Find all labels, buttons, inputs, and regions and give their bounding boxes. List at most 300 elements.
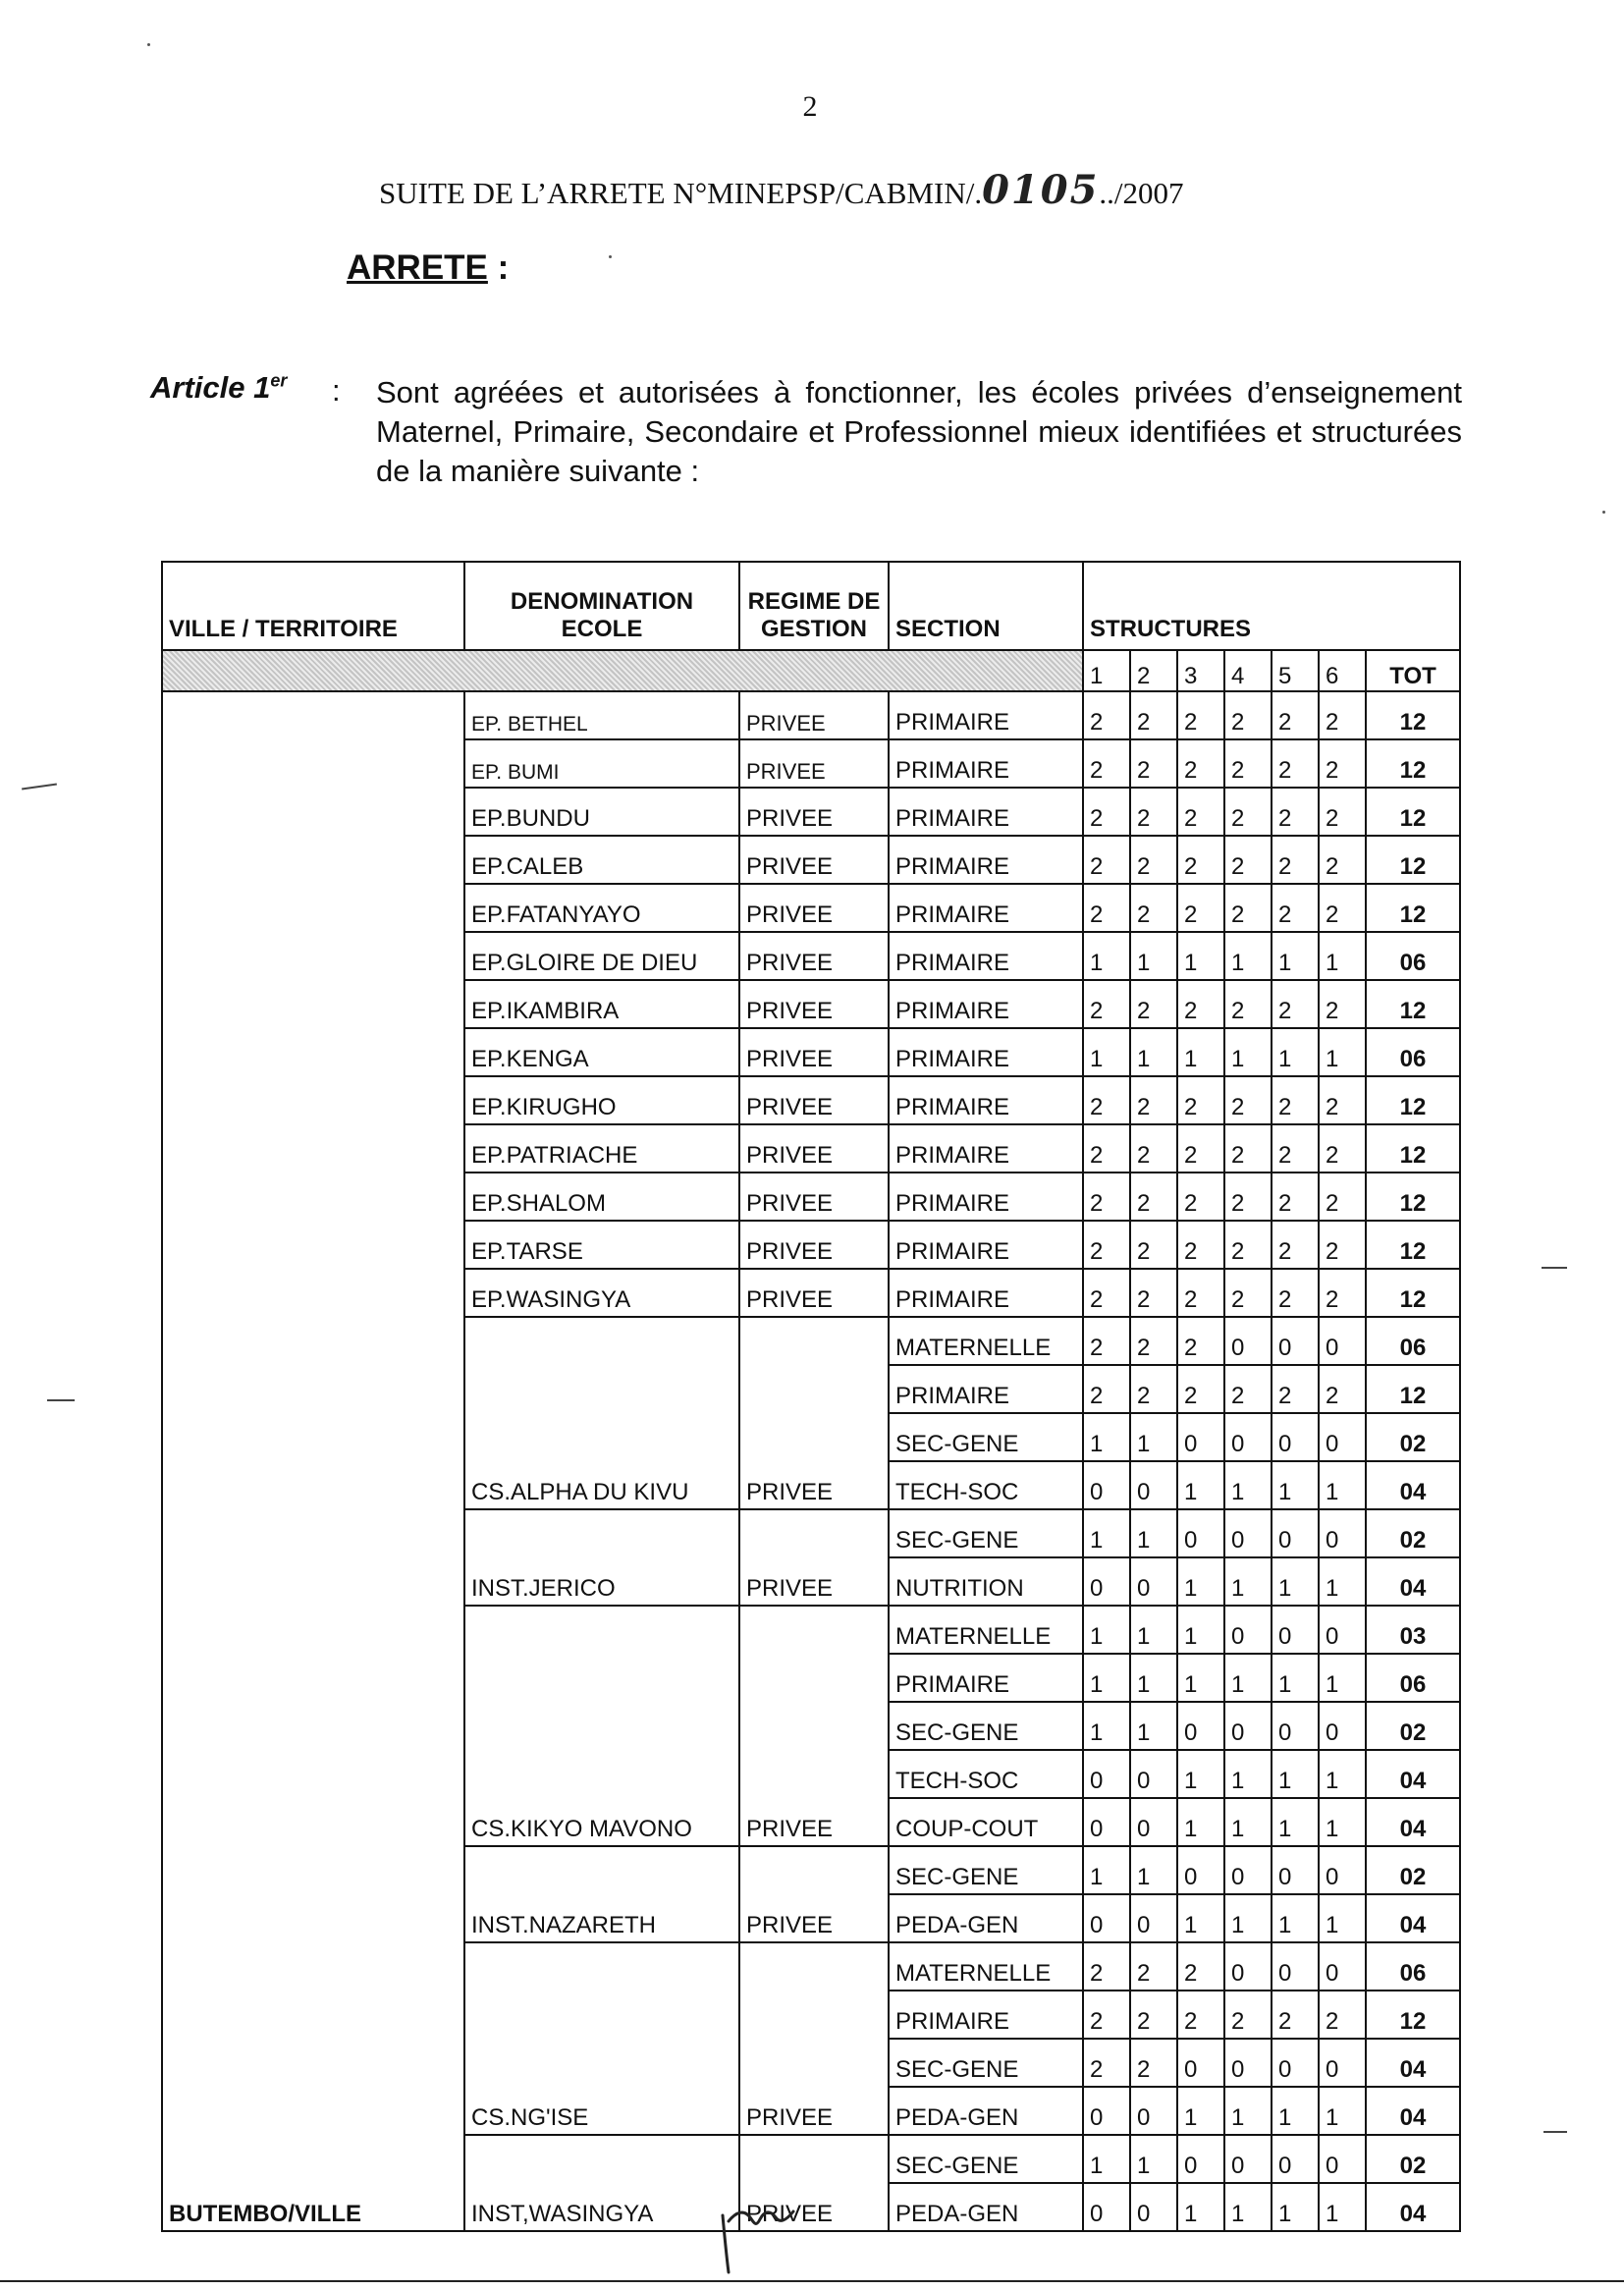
section-cell: PRIMAIRE [889, 1365, 1083, 1413]
structure-value-cell: 2 [1130, 1269, 1177, 1317]
structure-value-cell: 2 [1319, 1365, 1366, 1413]
section-cell: PRIMAIRE [889, 980, 1083, 1028]
structure-col-tot: TOT [1366, 650, 1460, 691]
structure-value-cell: 1 [1319, 1557, 1366, 1606]
total-cell: 12 [1366, 836, 1460, 884]
ecole-cell: CS.KIKYO MAVONO [464, 1606, 739, 1846]
structure-value-cell: 0 [1177, 1413, 1224, 1461]
scan-speck [609, 255, 612, 258]
structure-value-cell: 2 [1130, 691, 1177, 739]
structure-value-cell: 2 [1083, 1317, 1130, 1365]
regime-cell: PRIVEE [739, 1221, 889, 1269]
structure-value-cell: 2 [1319, 980, 1366, 1028]
structure-value-cell: 2 [1083, 2039, 1130, 2087]
structure-value-cell: 2 [1272, 1991, 1319, 2039]
structure-value-cell: 2 [1130, 1991, 1177, 2039]
ville-cell: BUTEMBO/VILLE [162, 691, 464, 2231]
section-cell: PRIMAIRE [889, 1028, 1083, 1076]
structure-value-cell: 2 [1083, 1365, 1130, 1413]
section-cell: SEC-GENE [889, 1413, 1083, 1461]
total-cell: 06 [1366, 1317, 1460, 1365]
structure-value-cell: 0 [1272, 2135, 1319, 2183]
structure-value-cell: 1 [1177, 1750, 1224, 1798]
structure-value-cell: 1 [1272, 1798, 1319, 1846]
handwritten-signature [715, 2198, 803, 2276]
structure-value-cell: 0 [1083, 2087, 1130, 2135]
total-cell: 04 [1366, 1461, 1460, 1509]
section-cell: PRIMAIRE [889, 1269, 1083, 1317]
total-cell: 04 [1366, 1894, 1460, 1942]
section-cell: MATERNELLE [889, 1606, 1083, 1654]
ecole-cell: EP.TARSE [464, 1221, 739, 1269]
structure-value-cell: 2 [1177, 1269, 1224, 1317]
structure-value-cell: 0 [1319, 1317, 1366, 1365]
structure-value-cell: 2 [1224, 1221, 1272, 1269]
structure-value-cell: 2 [1177, 1173, 1224, 1221]
structure-value-cell: 0 [1130, 1557, 1177, 1606]
structure-value-cell: 2 [1272, 1269, 1319, 1317]
total-cell: 12 [1366, 691, 1460, 739]
regime-cell: PRIVEE [739, 980, 889, 1028]
structure-value-cell: 0 [1224, 2135, 1272, 2183]
structure-value-cell: 1 [1319, 2087, 1366, 2135]
total-cell: 12 [1366, 980, 1460, 1028]
ecole-cell: EP.CALEB [464, 836, 739, 884]
structure-value-cell: 1 [1272, 1894, 1319, 1942]
regime-cell: PRIVEE [739, 1124, 889, 1173]
section-cell: PRIMAIRE [889, 1173, 1083, 1221]
margin-mark [22, 784, 57, 791]
structure-value-cell: 1 [1224, 1461, 1272, 1509]
structure-value-cell: 0 [1130, 1461, 1177, 1509]
structure-value-cell: 1 [1083, 1509, 1130, 1557]
structure-value-cell: 1 [1130, 1509, 1177, 1557]
header-section: SECTION [889, 562, 1083, 650]
structure-value-cell: 0 [1130, 1894, 1177, 1942]
structure-value-cell: 1 [1130, 932, 1177, 980]
structure-value-cell: 1 [1224, 1654, 1272, 1702]
ecole-cell: EP.KIRUGHO [464, 1076, 739, 1124]
structure-value-cell: 2 [1177, 739, 1224, 788]
table-header-row [162, 562, 1460, 650]
structure-numbers-row [162, 650, 1460, 691]
structure-value-cell: 2 [1319, 836, 1366, 884]
structure-value-cell: 2 [1319, 1173, 1366, 1221]
article-label-text: Article 1 [150, 370, 271, 405]
structure-col-4: 4 [1224, 650, 1272, 691]
structure-value-cell: 0 [1083, 1894, 1130, 1942]
ecole-cell: EP.GLOIRE DE DIEU [464, 932, 739, 980]
structure-value-cell: 1 [1130, 1413, 1177, 1461]
structure-value-cell: 2 [1319, 1991, 1366, 2039]
section-cell: PRIMAIRE [889, 884, 1083, 932]
total-cell: 06 [1366, 932, 1460, 980]
structure-value-cell: 1 [1177, 2087, 1224, 2135]
regime-cell: PRIVEE [739, 884, 889, 932]
ecole-cell: EP.WASINGYA [464, 1269, 739, 1317]
structure-value-cell: 1 [1272, 932, 1319, 980]
total-cell: 12 [1366, 1221, 1460, 1269]
total-cell: 02 [1366, 1702, 1460, 1750]
structure-value-cell: 1 [1319, 1654, 1366, 1702]
structure-value-cell: 0 [1319, 1846, 1366, 1894]
structure-value-cell: 1 [1272, 1557, 1319, 1606]
ecole-cell: EP.IKAMBIRA [464, 980, 739, 1028]
header-regime: REGIME DE GESTION [739, 562, 889, 650]
structure-value-cell: 2 [1319, 691, 1366, 739]
structure-value-cell: 0 [1319, 2135, 1366, 2183]
structure-value-cell: 2 [1177, 884, 1224, 932]
structure-value-cell: 2 [1130, 739, 1177, 788]
structure-value-cell: 1 [1130, 1028, 1177, 1076]
structure-value-cell: 1 [1130, 1606, 1177, 1654]
structure-value-cell: 2 [1224, 691, 1272, 739]
structure-value-cell: 1 [1319, 1750, 1366, 1798]
structure-value-cell: 2 [1083, 1991, 1130, 2039]
structure-value-cell: 0 [1272, 1413, 1319, 1461]
structure-value-cell: 1 [1177, 1798, 1224, 1846]
regime-cell: PRIVEE [739, 739, 889, 788]
structure-value-cell: 2 [1224, 788, 1272, 836]
structure-value-cell: 2 [1272, 980, 1319, 1028]
total-cell: 12 [1366, 1076, 1460, 1124]
structure-value-cell: 0 [1272, 1846, 1319, 1894]
structure-value-cell: 2 [1130, 1173, 1177, 1221]
ecole-cell: INST.NAZARETH [464, 1846, 739, 1942]
section-cell: PRIMAIRE [889, 1124, 1083, 1173]
structure-value-cell: 0 [1319, 2039, 1366, 2087]
section-cell: PRIMAIRE [889, 739, 1083, 788]
structure-col-6: 6 [1319, 650, 1366, 691]
structure-value-cell: 2 [1177, 980, 1224, 1028]
margin-mark [47, 1399, 75, 1401]
regime-cell: PRIVEE [739, 1317, 889, 1509]
arrete-heading [347, 248, 509, 288]
structure-value-cell: 2 [1319, 1076, 1366, 1124]
structure-value-cell: 1 [1177, 1606, 1224, 1654]
structure-value-cell: 2 [1177, 1991, 1224, 2039]
structure-value-cell: 1 [1319, 1028, 1366, 1076]
structure-value-cell: 2 [1130, 1221, 1177, 1269]
structure-value-cell: 2 [1224, 1173, 1272, 1221]
structure-value-cell: 1 [1083, 932, 1130, 980]
structure-value-cell: 2 [1177, 691, 1224, 739]
structure-value-cell: 1 [1319, 932, 1366, 980]
total-cell: 04 [1366, 2039, 1460, 2087]
structure-value-cell: 2 [1177, 1124, 1224, 1173]
total-cell: 04 [1366, 2183, 1460, 2231]
structure-value-cell: 2 [1272, 1221, 1319, 1269]
section-cell: PRIMAIRE [889, 1221, 1083, 1269]
structure-value-cell: 1 [1130, 1654, 1177, 1702]
section-cell: PEDA-GEN [889, 1894, 1083, 1942]
structure-value-cell: 1 [1224, 932, 1272, 980]
regime-cell: PRIVEE [739, 691, 889, 739]
structure-value-cell: 0 [1130, 1798, 1177, 1846]
regime-cell: PRIVEE [739, 932, 889, 980]
section-cell: PRIMAIRE [889, 1991, 1083, 2039]
structure-value-cell: 2 [1083, 1942, 1130, 1991]
structure-value-cell: 1 [1083, 1606, 1130, 1654]
structure-value-cell: 0 [1177, 1702, 1224, 1750]
structure-value-cell: 0 [1224, 1606, 1272, 1654]
structure-col-1: 1 [1083, 650, 1130, 691]
total-cell: 12 [1366, 788, 1460, 836]
structure-value-cell: 1 [1272, 1654, 1319, 1702]
structure-value-cell: 1 [1083, 1413, 1130, 1461]
structure-value-cell: 2 [1177, 788, 1224, 836]
structure-value-cell: 1 [1177, 1557, 1224, 1606]
structure-value-cell: 2 [1272, 836, 1319, 884]
shaded-band [162, 650, 1083, 691]
structure-value-cell: 0 [1224, 1509, 1272, 1557]
structure-value-cell: 2 [1319, 1124, 1366, 1173]
article-text: Sont agréées et autorisées à fonctionner, les écoles privées d’enseignement Maternel, Primaire, Secondaire et Professionnel mieux identifiées et structurées de la manière suivante : [376, 375, 1462, 488]
structure-value-cell: 2 [1272, 1076, 1319, 1124]
structure-value-cell: 2 [1224, 1365, 1272, 1413]
section-cell: NUTRITION [889, 1557, 1083, 1606]
structure-value-cell: 1 [1319, 1894, 1366, 1942]
ecole-cell: CS.ALPHA DU KIVU [464, 1317, 739, 1509]
structure-value-cell: 2 [1319, 884, 1366, 932]
total-cell: 12 [1366, 739, 1460, 788]
structure-value-cell: 2 [1130, 2039, 1177, 2087]
total-cell: 12 [1366, 1173, 1460, 1221]
section-cell: PRIMAIRE [889, 1076, 1083, 1124]
ecole-cell: CS.NG'ISE [464, 1942, 739, 2135]
schools-table [161, 561, 1461, 2232]
structure-value-cell: 2 [1130, 1124, 1177, 1173]
structure-value-cell: 0 [1083, 1461, 1130, 1509]
structure-value-cell: 0 [1130, 1750, 1177, 1798]
structure-value-cell: 0 [1224, 1942, 1272, 1991]
section-cell: PEDA-GEN [889, 2087, 1083, 2135]
structure-value-cell: 2 [1224, 836, 1272, 884]
structure-value-cell: 0 [1177, 1509, 1224, 1557]
total-cell: 02 [1366, 1846, 1460, 1894]
structure-value-cell: 2 [1083, 1076, 1130, 1124]
structure-value-cell: 2 [1083, 691, 1130, 739]
decree-reference-prefix: SUITE DE L’ARRETE N°MINEPSP/CABMIN/. [379, 176, 983, 210]
bottom-rule [0, 2280, 1624, 2282]
structure-col-2: 2 [1130, 650, 1177, 691]
structure-value-cell: 2 [1272, 884, 1319, 932]
structure-value-cell: 2 [1083, 739, 1130, 788]
ecole-cell: INST,WASINGYA [464, 2135, 739, 2231]
total-cell: 12 [1366, 884, 1460, 932]
structure-value-cell: 1 [1319, 1461, 1366, 1509]
structure-value-cell: 0 [1177, 1846, 1224, 1894]
structure-value-cell: 1 [1130, 1846, 1177, 1894]
structure-value-cell: 1 [1130, 1702, 1177, 1750]
total-cell: 12 [1366, 1124, 1460, 1173]
structure-value-cell: 1 [1083, 2135, 1130, 2183]
structure-value-cell: 1 [1177, 1654, 1224, 1702]
section-cell: TECH-SOC [889, 1750, 1083, 1798]
structure-value-cell: 2 [1177, 1317, 1224, 1365]
total-cell: 04 [1366, 1798, 1460, 1846]
structure-value-cell: 2 [1224, 884, 1272, 932]
structure-value-cell: 2 [1130, 884, 1177, 932]
structure-value-cell: 0 [1224, 1846, 1272, 1894]
page-number: 2 [802, 90, 818, 123]
structure-value-cell: 2 [1224, 1076, 1272, 1124]
structure-value-cell: 2 [1319, 739, 1366, 788]
structure-value-cell: 1 [1177, 932, 1224, 980]
structure-value-cell: 2 [1177, 1221, 1224, 1269]
structure-value-cell: 0 [1319, 1413, 1366, 1461]
structure-value-cell: 1 [1272, 1750, 1319, 1798]
regime-cell: PRIVEE [739, 1942, 889, 2135]
structure-value-cell: 0 [1224, 2039, 1272, 2087]
header-structures: STRUCTURES [1083, 562, 1460, 650]
structure-value-cell: 2 [1224, 1124, 1272, 1173]
structure-value-cell: 1 [1177, 1894, 1224, 1942]
article-colon: : [332, 373, 341, 408]
article-label [150, 370, 287, 406]
structure-col-5: 5 [1272, 650, 1319, 691]
structure-value-cell: 1 [1272, 1461, 1319, 1509]
structure-value-cell: 0 [1177, 2135, 1224, 2183]
structure-value-cell: 2 [1177, 1365, 1224, 1413]
structure-value-cell: 2 [1130, 788, 1177, 836]
arrete-title: ARRETE [347, 248, 488, 287]
total-cell: 04 [1366, 1557, 1460, 1606]
ecole-cell: EP.FATANYAYO [464, 884, 739, 932]
scan-speck [147, 43, 150, 46]
structure-value-cell: 0 [1272, 1942, 1319, 1991]
total-cell: 02 [1366, 1413, 1460, 1461]
structure-value-cell: 2 [1224, 1991, 1272, 2039]
structure-value-cell: 2 [1272, 739, 1319, 788]
structure-col-3: 3 [1177, 650, 1224, 691]
structure-value-cell: 0 [1177, 2039, 1224, 2087]
section-cell: PRIMAIRE [889, 788, 1083, 836]
total-cell: 02 [1366, 1509, 1460, 1557]
structure-value-cell: 0 [1272, 1509, 1319, 1557]
regime-cell: PRIVEE [739, 2135, 889, 2231]
section-cell: PRIMAIRE [889, 932, 1083, 980]
structure-value-cell: 2 [1130, 1076, 1177, 1124]
header-ecole: DENOMINATION ECOLE [464, 562, 739, 650]
structure-value-cell: 2 [1272, 691, 1319, 739]
ecole-cell: EP.PATRIACHE [464, 1124, 739, 1173]
structure-value-cell: 2 [1083, 788, 1130, 836]
regime-cell: PRIVEE [739, 836, 889, 884]
structure-value-cell: 0 [1319, 1509, 1366, 1557]
structure-value-cell: 1 [1224, 1028, 1272, 1076]
table-row [162, 691, 1460, 739]
section-cell: PRIMAIRE [889, 691, 1083, 739]
regime-cell: PRIVEE [739, 1606, 889, 1846]
structure-value-cell: 2 [1083, 1269, 1130, 1317]
structure-value-cell: 1 [1224, 1557, 1272, 1606]
structure-value-cell: 0 [1319, 1606, 1366, 1654]
ecole-cell: EP. BUMI [464, 739, 739, 788]
section-cell: COUP-COUT [889, 1798, 1083, 1846]
decree-reference [379, 167, 1263, 213]
structure-value-cell: 0 [1083, 1557, 1130, 1606]
total-cell: 06 [1366, 1942, 1460, 1991]
structure-value-cell: 2 [1177, 1942, 1224, 1991]
structure-value-cell: 0 [1083, 1750, 1130, 1798]
structure-value-cell: 1 [1177, 1028, 1224, 1076]
section-cell: SEC-GENE [889, 2039, 1083, 2087]
structure-value-cell: 2 [1177, 836, 1224, 884]
section-cell: MATERNELLE [889, 1317, 1083, 1365]
total-cell: 12 [1366, 1269, 1460, 1317]
structure-value-cell: 2 [1083, 884, 1130, 932]
structure-value-cell: 1 [1130, 2135, 1177, 2183]
structure-value-cell: 1 [1272, 2087, 1319, 2135]
total-cell: 04 [1366, 2087, 1460, 2135]
header-ville: VILLE / TERRITOIRE [162, 562, 464, 650]
structure-value-cell: 1 [1083, 1028, 1130, 1076]
section-cell: SEC-GENE [889, 1702, 1083, 1750]
structure-value-cell: 1 [1272, 1028, 1319, 1076]
structure-value-cell: 2 [1272, 1124, 1319, 1173]
structure-value-cell: 1 [1224, 1798, 1272, 1846]
structure-value-cell: 2 [1083, 1173, 1130, 1221]
structure-value-cell: 0 [1224, 1317, 1272, 1365]
structure-value-cell: 1 [1083, 1846, 1130, 1894]
ecole-cell: INST.JERICO [464, 1509, 739, 1606]
structure-value-cell: 2 [1083, 1124, 1130, 1173]
ecole-cell: EP. BETHEL [464, 691, 739, 739]
section-cell: TECH-SOC [889, 1461, 1083, 1509]
structure-value-cell: 0 [1224, 1702, 1272, 1750]
section-cell: PRIMAIRE [889, 836, 1083, 884]
structure-value-cell: 2 [1272, 1173, 1319, 1221]
structure-value-cell: 2 [1083, 980, 1130, 1028]
structure-value-cell: 2 [1272, 788, 1319, 836]
section-cell: MATERNELLE [889, 1942, 1083, 1991]
section-cell: SEC-GENE [889, 2135, 1083, 2183]
structure-value-cell: 2 [1319, 1269, 1366, 1317]
structure-value-cell: 0 [1083, 1798, 1130, 1846]
total-cell: 04 [1366, 1750, 1460, 1798]
structure-value-cell: 1 [1224, 2183, 1272, 2231]
structure-value-cell: 2 [1083, 836, 1130, 884]
structure-value-cell: 2 [1224, 1269, 1272, 1317]
structure-value-cell: 0 [1130, 2087, 1177, 2135]
ecole-cell: EP.BUNDU [464, 788, 739, 836]
total-cell: 06 [1366, 1654, 1460, 1702]
structure-value-cell: 1 [1083, 1654, 1130, 1702]
structure-value-cell: 2 [1083, 1221, 1130, 1269]
structure-value-cell: 1 [1272, 2183, 1319, 2231]
arrete-title-colon: : [487, 248, 510, 287]
structure-value-cell: 0 [1272, 1606, 1319, 1654]
structure-value-cell: 1 [1177, 1461, 1224, 1509]
ecole-cell: EP.SHALOM [464, 1173, 739, 1221]
structure-value-cell: 1 [1224, 1894, 1272, 1942]
structure-value-cell: 2 [1130, 836, 1177, 884]
structure-value-cell: 2 [1319, 788, 1366, 836]
structure-value-cell: 2 [1130, 1942, 1177, 1991]
structure-value-cell: 1 [1083, 1702, 1130, 1750]
regime-cell: PRIVEE [739, 788, 889, 836]
section-cell: PRIMAIRE [889, 1654, 1083, 1702]
scan-speck [1602, 511, 1605, 514]
structure-value-cell: 0 [1130, 2183, 1177, 2231]
structure-value-cell: 2 [1224, 980, 1272, 1028]
total-cell: 06 [1366, 1028, 1460, 1076]
regime-cell: PRIVEE [739, 1509, 889, 1606]
structure-value-cell: 1 [1319, 2183, 1366, 2231]
structure-value-cell: 0 [1272, 2039, 1319, 2087]
structure-value-cell: 2 [1177, 1076, 1224, 1124]
